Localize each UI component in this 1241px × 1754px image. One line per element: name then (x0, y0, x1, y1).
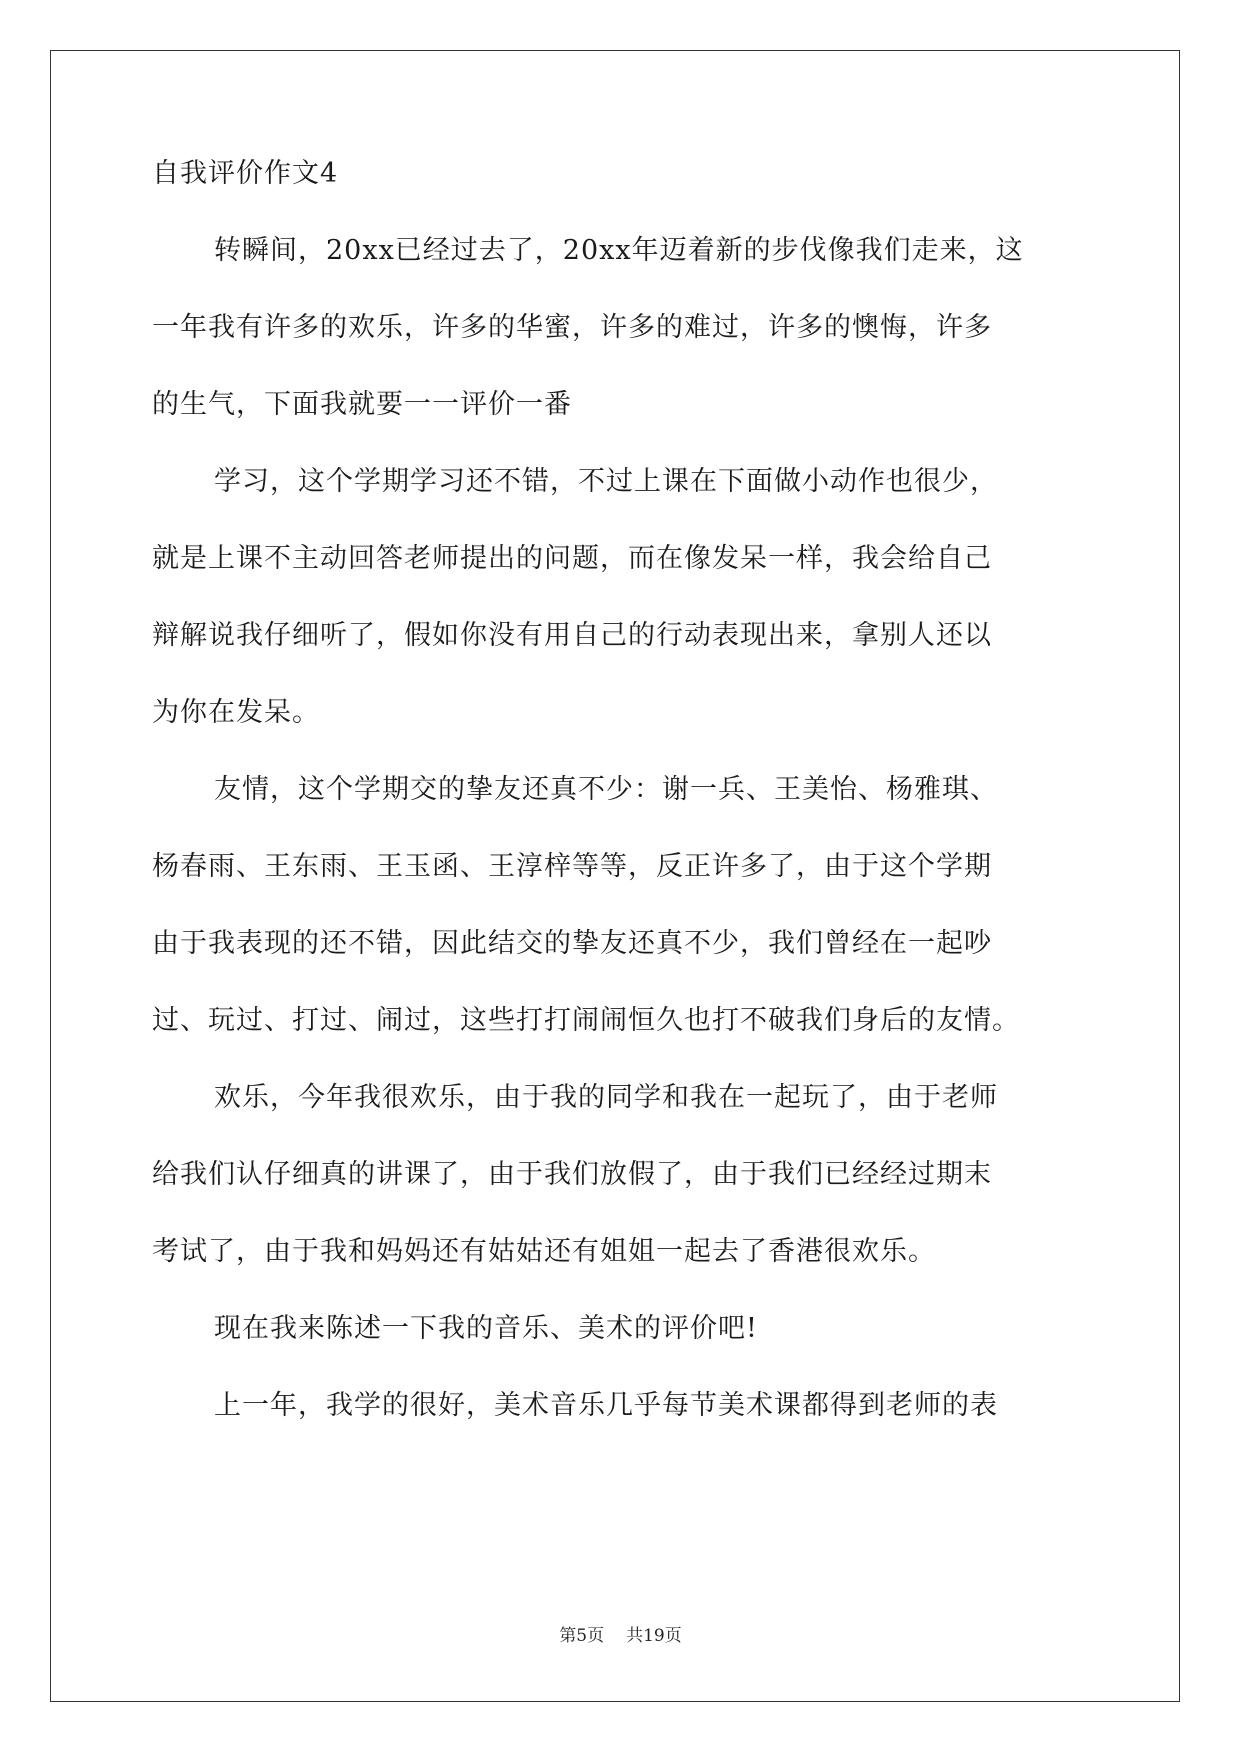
text-line: 的生气，下面我就要一一评价一番 (152, 389, 572, 420)
text-line: 友情，这个学期交的挚友还真不少：谢一兵、王美怡、杨雅琪、 (214, 774, 998, 805)
text-line: 由于我表现的还不错，因此结交的挚友还真不少，我们曾经在一起吵 (152, 928, 992, 959)
text-line: 现在我来陈述一下我的音乐、美术的评价吧! (214, 1313, 758, 1344)
text-line: 考试了，由于我和妈妈还有姑姑还有姐姐一起去了香港很欢乐。 (152, 1236, 936, 1267)
page-total: 共19页 (626, 1626, 682, 1646)
paragraph-lines (152, 236, 1092, 1421)
text-line: 辩解说我仔细听了，假如你没有用自己的行动表现出来，拿别人还以 (152, 620, 992, 651)
text-line: 一年我有许多的欢乐，许多的华蜜，许多的难过，许多的懊悔，许多 (152, 312, 992, 343)
text-line: 上一年，我学的很好，美术音乐几乎每节美术课都得到老师的表 (214, 1390, 998, 1421)
text-line: 给我们认仔细真的讲课了，由于我们放假了，由于我们已经经过期末 (152, 1159, 992, 1190)
document-title: 自我评价作文4 (152, 158, 339, 189)
text-line: 欢乐，今年我很欢乐，由于我的同学和我在一起玩了，由于老师 (214, 1082, 998, 1113)
text-line: 杨春雨、王东雨、王玉函、王淳梓等等，反正许多了，由于这个学期 (152, 851, 992, 882)
text-line: 转瞬间，20xx已经过去了，20xx年迈着新的步伐像我们走来，这 (214, 235, 1024, 266)
text-line: 过、玩过、打过、闹过，这些打打闹闹恒久也打不破我们身后的友情。 (152, 1005, 1020, 1036)
page-number: 第5页 (559, 1626, 605, 1646)
page-footer (0, 1626, 1241, 1646)
document-body (152, 159, 1092, 1421)
text-line: 就是上课不主动回答老师提出的问题，而在像发呆一样，我会给自己 (152, 543, 992, 574)
text-line: 为你在发呆。 (152, 697, 320, 728)
text-line: 学习，这个学期学习还不错，不过上课在下面做小动作也很少， (214, 466, 998, 497)
